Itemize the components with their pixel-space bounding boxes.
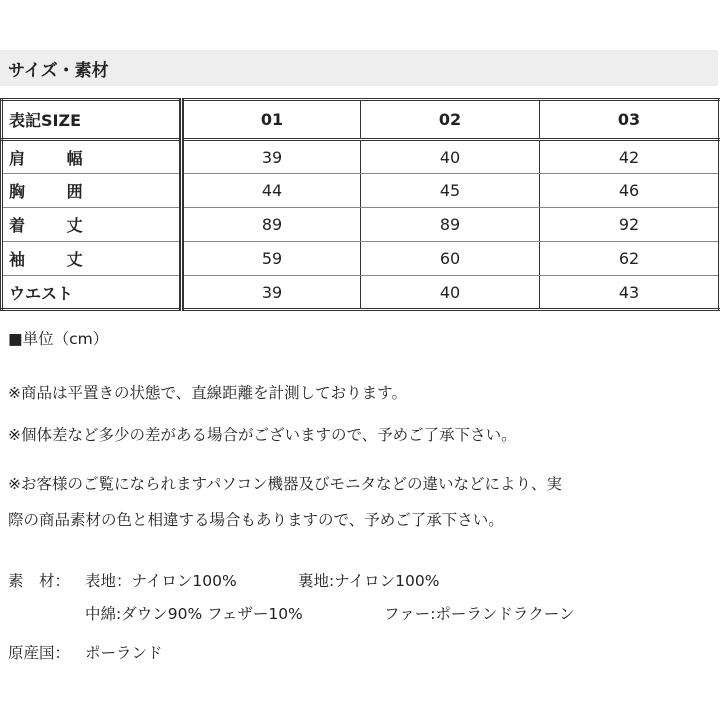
table-cell: 44 <box>182 174 361 208</box>
table-cell: 40 <box>361 276 540 310</box>
material-filling: 中綿:ダウン90% フェザー10% <box>85 605 303 623</box>
table-row <box>2 174 720 208</box>
column-header: 03 <box>540 100 720 140</box>
table-cell: 89 <box>361 208 540 242</box>
table-cell: 89 <box>182 208 361 242</box>
corner-label: 表記SIZE <box>2 100 182 140</box>
origin-value: ポーランド <box>85 644 163 662</box>
variance-note: ※個体差など多少の差がある場合がございますので、予めご了承下さい。 <box>8 426 517 444</box>
table-row <box>2 208 720 242</box>
table-cell: 62 <box>540 242 720 276</box>
row-label: 袖 丈 <box>2 242 182 276</box>
column-header: 02 <box>361 100 540 140</box>
table-cell: 45 <box>361 174 540 208</box>
table-cell: 59 <box>182 242 361 276</box>
table-cell: 39 <box>182 140 361 174</box>
table-header-row <box>2 100 720 140</box>
table-row <box>2 242 720 276</box>
material-outer: 表地：ナイロン100% <box>85 572 237 590</box>
table-cell: 92 <box>540 208 720 242</box>
origin-label: 原産国： <box>8 644 71 662</box>
row-label: 肩 幅 <box>2 140 182 174</box>
section-title: サイズ・素材 <box>0 50 718 86</box>
measurement-note: ※商品は平置きの状態で、直線距離を計測しております。 <box>8 384 407 402</box>
table-cell: 42 <box>540 140 720 174</box>
materials-label: 素 材： <box>8 572 71 590</box>
color-note-line-1: ※お客様のご覧になられますパソコン機器及びモニタなどの違いなどにより、実 <box>8 475 562 493</box>
table-cell: 60 <box>361 242 540 276</box>
color-note-line-2: 際の商品素材の色と相違する場合もありますので、予めご了承下さい。 <box>8 511 504 529</box>
table-cell: 46 <box>540 174 720 208</box>
material-lining: 裏地:ナイロン100% <box>298 572 440 590</box>
table-row <box>2 140 720 174</box>
unit-note: ■単位（cm） <box>8 330 109 348</box>
row-label: ウエスト <box>2 276 182 310</box>
row-label: 胸 囲 <box>2 174 182 208</box>
table-cell: 43 <box>540 276 720 310</box>
size-table <box>0 98 720 311</box>
table-row <box>2 276 720 310</box>
material-fur: ファー:ポーランドラクーン <box>384 605 575 623</box>
column-header: 01 <box>182 100 361 140</box>
row-label: 着 丈 <box>2 208 182 242</box>
table-cell: 40 <box>361 140 540 174</box>
table-cell: 39 <box>182 276 361 310</box>
